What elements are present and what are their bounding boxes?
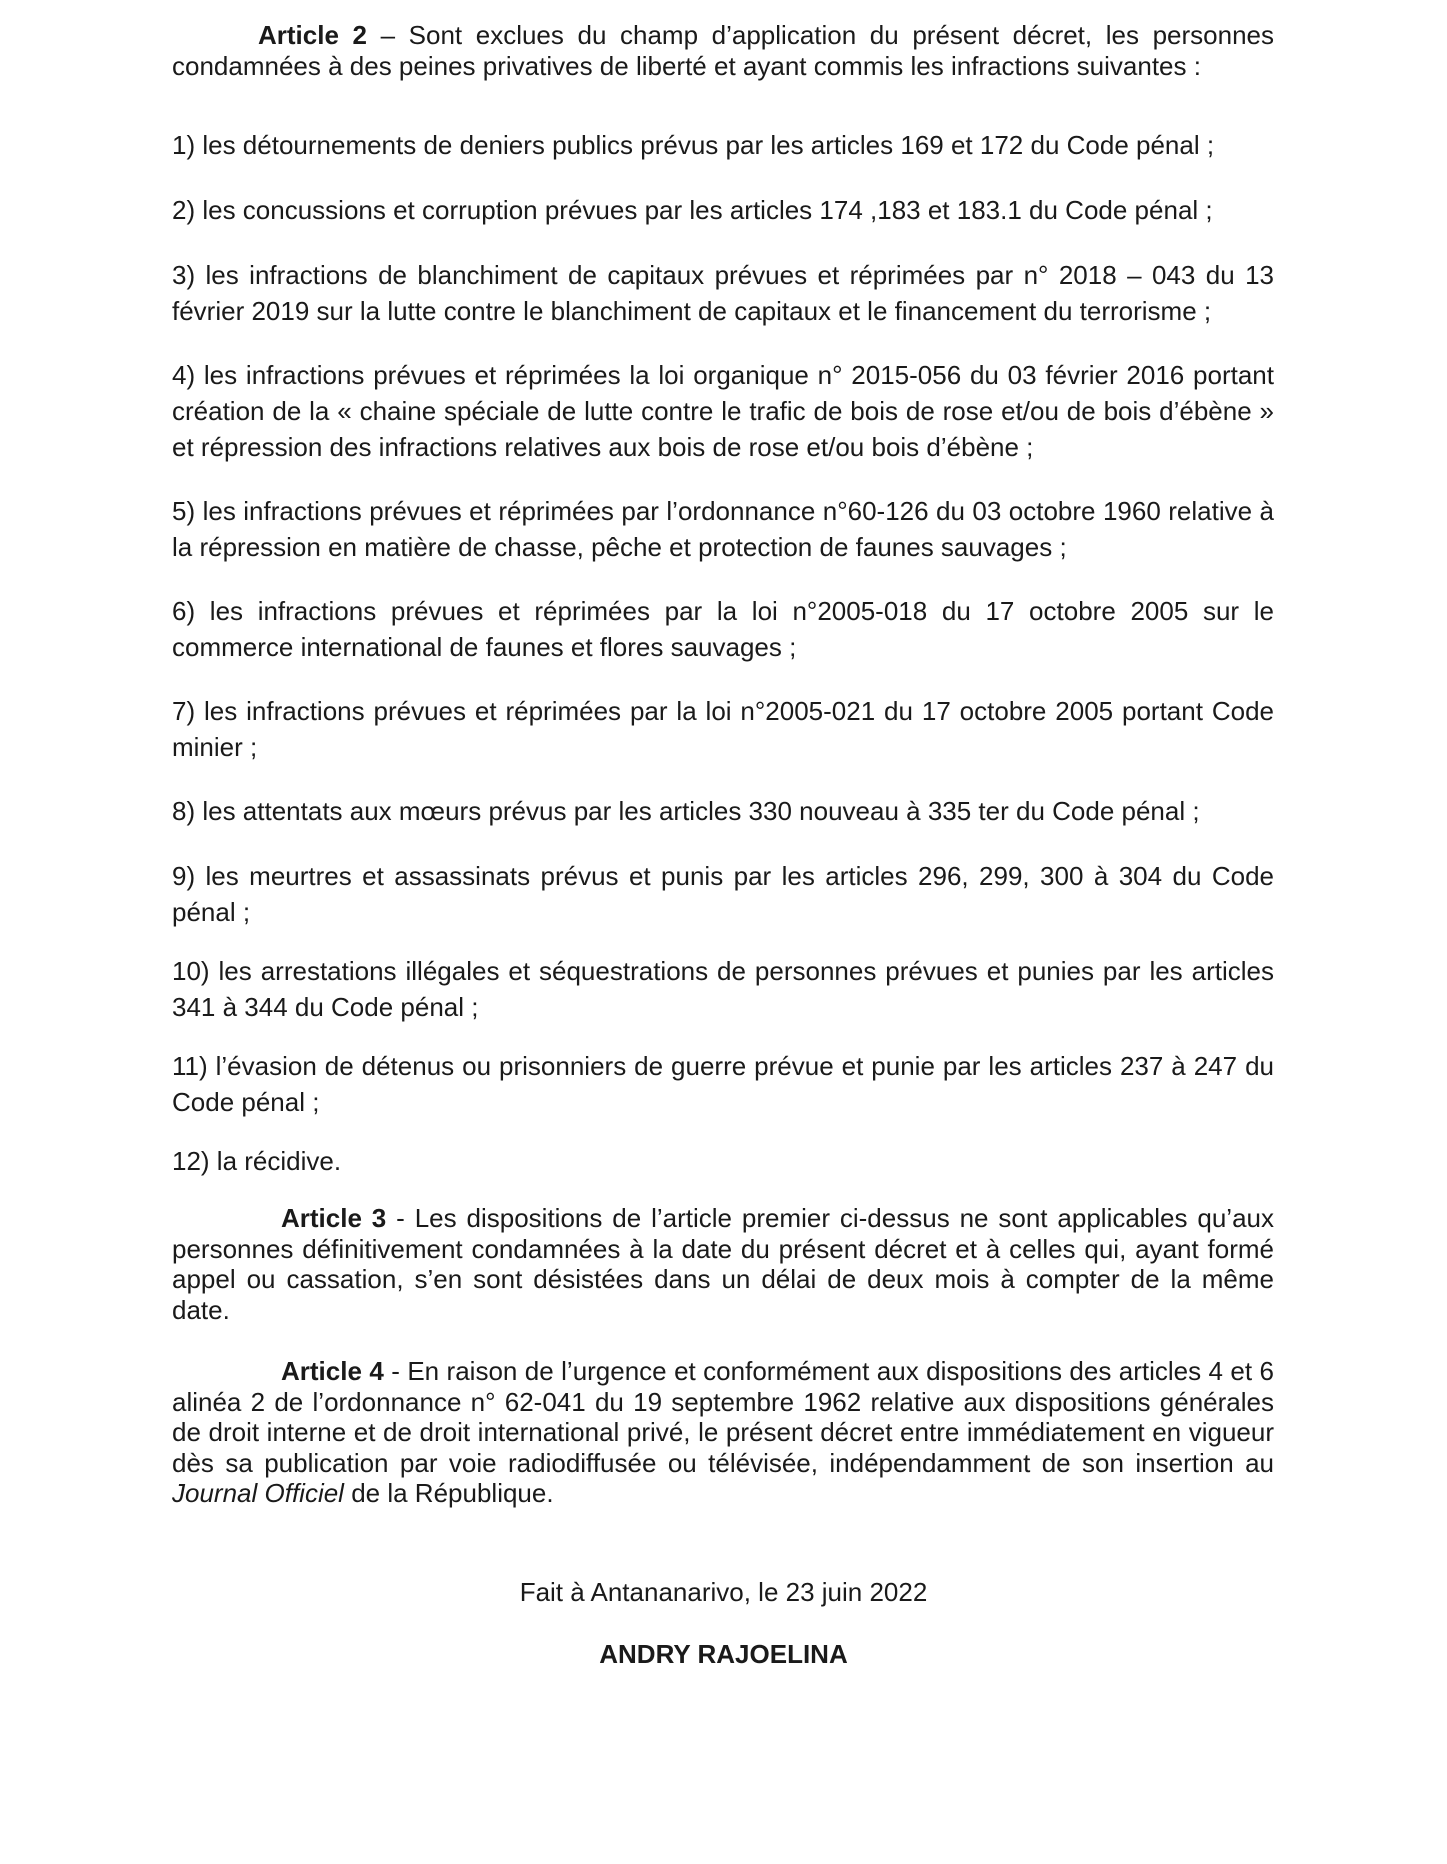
- list-item-7: 7) les infractions prévues et réprimées par la loi n°2005-021 du 17 octobre 2005 portant Code minier ;: [172, 696, 1274, 762]
- list-item-10: 10) les arrestations illégales et séquestrations de personnes prévues et punies par les articles 341 à 344 du Code pénal ;: [172, 956, 1274, 1022]
- article-4-text-after: de la République.: [343, 1478, 554, 1508]
- list-item-2: 2) les concussions et corruption prévues par les articles 174 ,183 et 183.1 du Code pénal ;: [172, 195, 1213, 225]
- list-item-6: 6) les infractions prévues et réprimées par la loi n°2005-018 du 17 octobre 2005 sur le commerce international de faunes et flores sauvages ;: [172, 596, 1274, 662]
- list-item-8: 8) les attentats aux mœurs prévus par les articles 330 nouveau à 335 ter du Code pénal ;: [172, 796, 1200, 826]
- article-3-paragraph: [172, 1203, 1274, 1325]
- list-item-12: 12) la récidive.: [172, 1146, 342, 1176]
- article-2-text: – Sont exclues du champ d’application du présent décret, les personnes condamnées à des peines privatives de liberté et ayant commis les infractions suivantes :: [172, 20, 1274, 81]
- article-2-paragraph: [172, 20, 1274, 81]
- list-item-4: 4) les infractions prévues et réprimées la loi organique n° 2015-056 du 03 février 2016 portant création de la « chaine spéciale de lutte contre le trafic de bois de rose et/ou de bois d’ébène » et répression des infractions relatives aux bois de rose et/ou bois d’ébène ;: [172, 360, 1274, 462]
- article-4-text-before: - En raison de l’urgence et conformément aux dispositions des articles 4 et 6 alinéa 2 de l’ordonnance n° 62-041 du 19 septembre 1962 relative aux dispositions générales de droit interne et de droit international privé, le présent décret entre immédiatement en vigueur dès sa publication par voie radiodiffusée ou télévisée, indépendamment de son insertion au: [172, 1356, 1274, 1478]
- article-2-label: Article 2: [258, 20, 367, 50]
- article-4-paragraph: [172, 1356, 1274, 1509]
- journal-officiel-title: Journal Officiel: [172, 1478, 344, 1508]
- article-4-label: Article 4: [281, 1356, 384, 1386]
- list-item-5: 5) les infractions prévues et réprimées par l’ordonnance n°60-126 du 03 octobre 1960 relative à la répression en matière de chasse, pêche et protection de faunes sauvages ;: [172, 496, 1274, 562]
- article-3-text: - Les dispositions de l’article premier ci-dessus ne sont applicables qu’aux personnes définitivement condamnées à la date du présent décret et à celles qui, ayant formé appel ou cassation, s’en sont désistées dans un délai de deux mois à compter de la même date.: [172, 1203, 1275, 1325]
- list-item-1: 1) les détournements de deniers publics prévus par les articles 169 et 172 du Code pénal ;: [172, 130, 1215, 160]
- article-3-label: Article 3: [281, 1203, 387, 1233]
- list-item-11: 11) l’évasion de détenus ou prisonniers de guerre prévue et punie par les articles 237 à 247 du Code pénal ;: [172, 1051, 1274, 1117]
- place-date-line: Fait à Antananarivo, le 23 juin 2022: [519, 1577, 928, 1607]
- signatory-name: ANDRY RAJOELINA: [599, 1639, 848, 1669]
- list-item-3: 3) les infractions de blanchiment de capitaux prévues et réprimées par n° 2018 – 043 du 13 février 2019 sur la lutte contre le blanchiment de capitaux et le financement du terrorisme ;: [172, 260, 1274, 326]
- list-item-9: 9) les meurtres et assassinats prévus et punis par les articles 296, 299, 300 à 304 du Code pénal ;: [172, 861, 1274, 927]
